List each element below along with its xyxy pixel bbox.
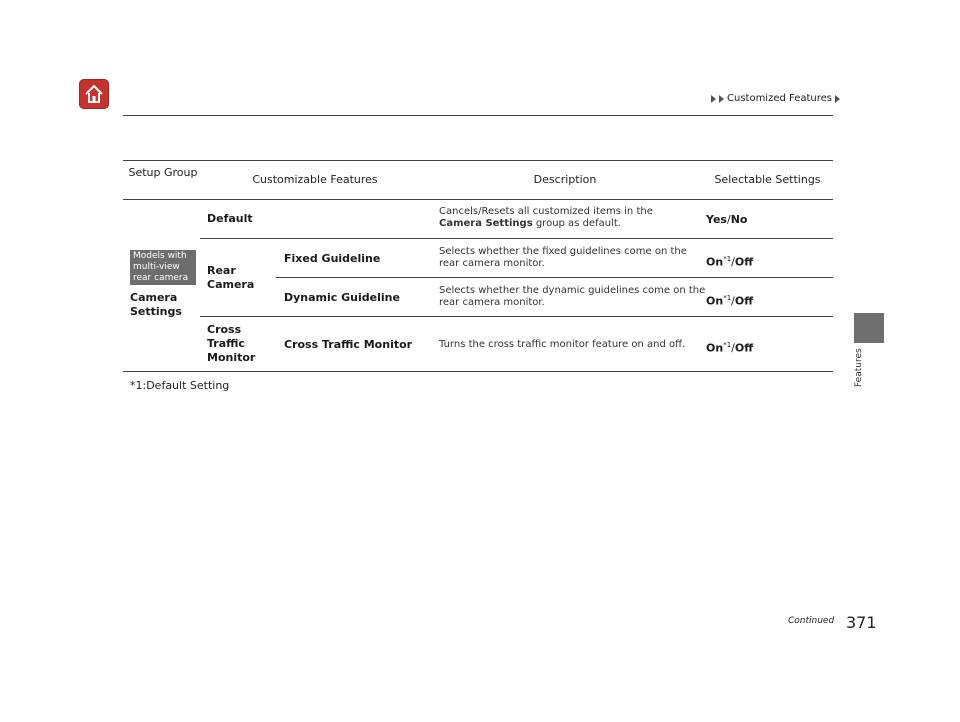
breadcrumb-label: Customized Features (727, 93, 833, 104)
model-badge: Models with multi-view rear camera (130, 250, 196, 285)
description-fixed-guideline: Selects whether the fixed guidelines come on the rear camera monitor. (439, 246, 687, 269)
home-icon (83, 83, 105, 105)
feature-default: Default (207, 212, 253, 225)
settings-fixed-guideline: On$^{*1}$/Off (706, 255, 754, 269)
header-description: Description (533, 173, 597, 186)
table-row-rule (276, 277, 833, 278)
continued-label: Continued (788, 616, 835, 626)
description-dynamic-guideline: Selects whether the dynamic guidelines come on the rear camera monitor. (439, 285, 706, 308)
header-rule (123, 115, 833, 116)
breadcrumb[interactable] (711, 93, 840, 104)
home-button[interactable] (79, 79, 109, 109)
section-tab[interactable] (854, 313, 884, 343)
description-default: Cancels/Resets all customized items in the Camera Settings group as default. (439, 206, 653, 229)
feature-fixed-guideline: Fixed Guideline (284, 252, 381, 265)
settings-dynamic-guideline: On$^{*1}$/Off (706, 294, 754, 308)
table-header-rule (123, 199, 833, 200)
header-selectable-settings: Selectable Settings (714, 173, 821, 186)
page-number: 371 (846, 613, 877, 632)
subgroup-cross-traffic-monitor: Cross Traffic Monitor (207, 323, 256, 364)
settings-cross-traffic-monitor: On$^{*1}$/Off (706, 341, 754, 355)
table-row-rule (200, 238, 833, 239)
header-setup-group: Setup Group (128, 166, 198, 179)
table-row-rule (200, 316, 833, 317)
subgroup-rear-camera: Rear Camera (207, 264, 255, 291)
table-top-rule (123, 160, 833, 161)
breadcrumb-arrow-icon (835, 95, 840, 103)
feature-dynamic-guideline: Dynamic Guideline (284, 291, 400, 304)
section-tab-label: Features (854, 348, 864, 387)
settings-default: Yes/No (706, 213, 748, 226)
description-cross-traffic-monitor: Turns the cross traffic monitor feature on and off. (439, 339, 686, 350)
header-customizable-features: Customizable Features (252, 173, 378, 186)
table-bottom-rule (123, 371, 833, 372)
footnote: *1:Default Setting (130, 379, 230, 392)
feature-cross-traffic-monitor: Cross Traffic Monitor (284, 338, 413, 351)
breadcrumb-arrow-icon (711, 95, 716, 103)
breadcrumb-arrow-icon (719, 95, 724, 103)
setup-group-name: Camera Settings (130, 291, 182, 318)
